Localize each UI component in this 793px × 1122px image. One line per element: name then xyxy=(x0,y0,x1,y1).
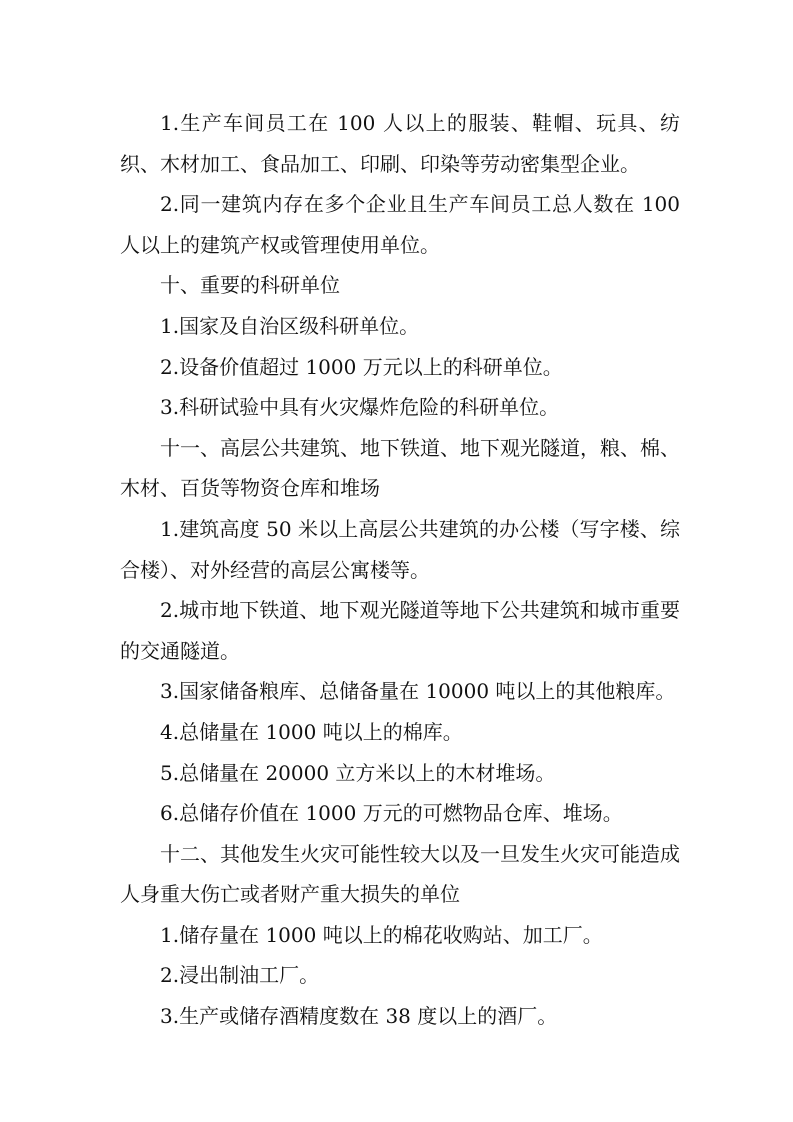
paragraph-timber-yards: 5.总储量在 20000 立方米以上的木材堆场。 xyxy=(160,760,556,785)
paragraph-national-research-units: 1.国家及自治区级科研单位。 xyxy=(160,313,420,338)
paragraph-high-rise-offices: 1.建筑高度 50 米以上高层公共建筑的办公楼（写字楼、综合楼）、对外经营的高层公寓楼等。 xyxy=(120,516,680,582)
section-heading-research-units: 十、重要的科研单位 xyxy=(160,273,340,298)
paragraph-underground-railways: 2.城市地下铁道、地下观光隧道等地下公共建筑和城市重要的交通隧道。 xyxy=(120,598,680,663)
paragraph-cotton-stations: 1.储存量在 1000 吨以上的棉花收购站、加工厂。 xyxy=(160,922,603,947)
paragraph-equipment-value-units: 2.设备价值超过 1000 万元以上的科研单位。 xyxy=(160,354,563,379)
paragraph-oil-extraction-plants: 2.浸出制油工厂。 xyxy=(160,963,320,988)
paragraph-multi-enterprise-building: 2.同一建筑内存在多个企业且生产车间员工总人数在 100 人以上的建筑产权或管理使用单位。 xyxy=(120,192,680,257)
paragraph-cotton-depots: 4.总储量在 1000 吨以上的棉库。 xyxy=(160,719,463,744)
paragraph-combustible-warehouses: 6.总储存价值在 1000 万元的可燃物品仓库、堆场。 xyxy=(160,801,623,826)
paragraph-distilleries: 3.生产或储存酒精度数在 38 度以上的酒厂。 xyxy=(160,1004,558,1029)
section-heading-other-high-risk-units: 十二、其他发生火灾可能性较大以及一旦发生火灾可能造成人身重大伤亡或者财产重大损失的单位 xyxy=(120,841,680,907)
document-body xyxy=(120,103,680,1037)
paragraph-hazardous-research-units: 3.科研试验中具有火灾爆炸危险的科研单位。 xyxy=(160,395,560,420)
paragraph-labor-intensive-enterprises: 1.生产车间员工在 100 人以上的服装、鞋帽、玩具、纺织、木材加工、食品加工、印刷、印染等劳动密集型企业。 xyxy=(120,111,680,176)
paragraph-grain-depots: 3.国家储备粮库、总储备量在 10000 吨以上的其他粮库。 xyxy=(160,679,676,704)
section-heading-high-rise-and-warehouses: 十一、高层公共建筑、地下铁道、地下观光隧道，粮、棉、木材、百货等物资仓库和堆场 xyxy=(120,435,680,501)
